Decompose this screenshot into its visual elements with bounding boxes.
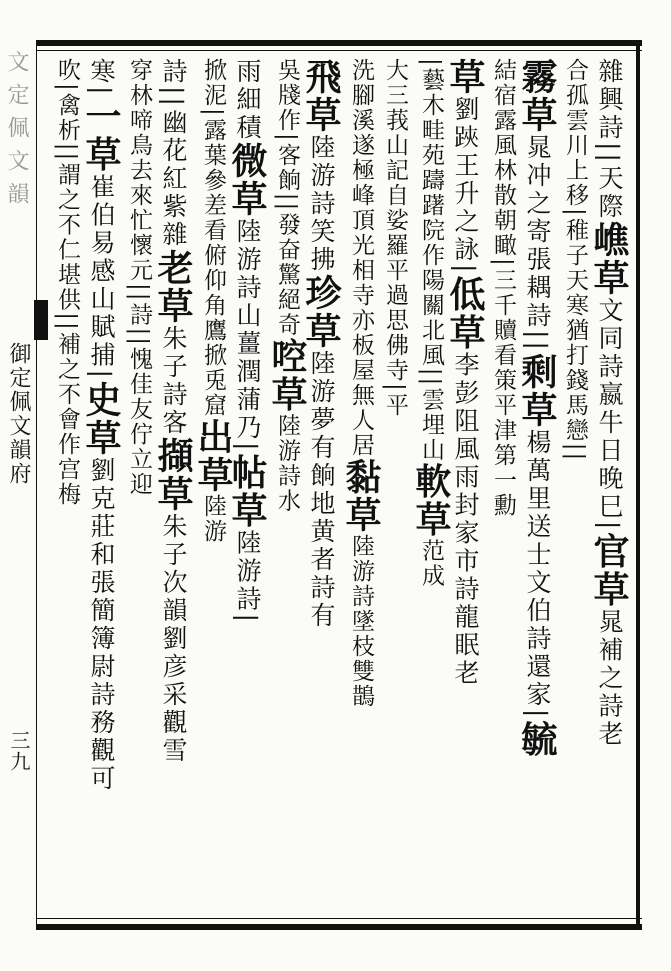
- text-run: 朱子詩客: [159, 324, 188, 437]
- margin-top-text: 文 定 佩 文 韻: [4, 50, 29, 206]
- text-run: |三千贖看策平津第一勳: [490, 258, 516, 518]
- text-run: 角鷹掀兎窟: [200, 292, 226, 418]
- text-run: 陸游詩水: [274, 413, 300, 514]
- margin-block-marker: [34, 300, 48, 340]
- text-run: |稚子天寒猶打錢: [562, 208, 588, 393]
- bottom-border-inner: [36, 918, 642, 919]
- text-run: 掀泥: [200, 58, 226, 108]
- text-column-8: [340, 58, 382, 916]
- heading-word: 軟草: [410, 462, 452, 539]
- text-run: 晁冲之寄張耦詩||: [523, 134, 552, 353]
- text-run: 發奋驚絕奇: [274, 212, 300, 338]
- text-run: 愧佳友佇立迎: [126, 347, 152, 497]
- heading-word: 帖草: [226, 453, 268, 530]
- text-run: 陸游詩|: [233, 529, 262, 625]
- heading-word: 一草: [80, 97, 122, 174]
- right-border: [636, 40, 640, 930]
- heading-word: 黏草: [340, 458, 382, 534]
- text-column-1: [588, 58, 630, 916]
- text-run: |露葉參差看俯仰: [200, 108, 226, 293]
- text-column-6: [410, 58, 452, 916]
- text-column-11: [226, 58, 268, 916]
- text-column-7: [380, 58, 410, 916]
- heading-word: 啌草: [266, 337, 308, 414]
- text-run: 朱子次韻劉彦采觀雪: [159, 512, 188, 765]
- heading-word: 史草: [80, 380, 122, 457]
- text-run: 陸游詩山薑潤蒲乃|: [233, 218, 262, 454]
- text-run: 禽析||謂之不仁: [54, 92, 80, 263]
- text-run: 陸游詩墜枝雙鵲: [348, 534, 374, 709]
- heading-word: 老草: [152, 248, 194, 325]
- text-run: 客餉||: [274, 142, 300, 213]
- heading-word: 飛草: [300, 58, 342, 134]
- text-run: 陸游詩笑拂: [307, 134, 336, 274]
- text-run: 懷元||: [126, 233, 152, 303]
- heading-word: 低草: [444, 275, 486, 352]
- heading-word: 微草: [226, 142, 268, 218]
- heading-word: 出草: [192, 417, 234, 494]
- text-column-14: [124, 58, 154, 916]
- text-column-5: [444, 58, 486, 916]
- text-run: 馬戀||: [562, 392, 588, 463]
- text-run: |藝木畦苑躊躇: [418, 58, 444, 218]
- margin-page-number: 三九: [7, 730, 31, 772]
- text-run: 大三莪山記自娑羅平過思佛寺|平: [382, 58, 408, 418]
- text-column-13: [152, 58, 194, 916]
- text-column-10: [266, 58, 308, 916]
- heading-word: 嶕草: [588, 220, 630, 297]
- left-border: [36, 40, 37, 930]
- heading-word: 剩草: [516, 352, 558, 429]
- text-run: 雲埋山: [418, 387, 444, 463]
- text-run: 劉𨁂王升之詠|: [451, 96, 480, 276]
- heading-word: 官草: [588, 532, 630, 609]
- top-border: [36, 40, 642, 46]
- text-run: 合孤雲川上移: [562, 58, 588, 208]
- text-run: 陸游: [200, 493, 226, 544]
- heading-word: 珍草: [300, 274, 342, 350]
- heading-word: 草: [444, 58, 486, 96]
- margin-book-title: 御定佩文韻府: [6, 342, 31, 486]
- text-run: 崔伯易感山賦捕|: [87, 173, 116, 381]
- heading-word: 擷草: [152, 436, 194, 513]
- text-column-16: [52, 58, 82, 916]
- text-run: 范成: [418, 538, 444, 589]
- text-column-4: [488, 58, 518, 916]
- text-column-12: [192, 58, 234, 916]
- text-run: 院作陽關北風||: [418, 217, 444, 388]
- text-run: 詩||幽花紅紫雜: [159, 58, 188, 249]
- text-run: 晁補之詩老: [595, 608, 624, 749]
- text-column-3: [516, 58, 558, 916]
- text-run: 吳牋作|: [274, 58, 300, 143]
- text-column-15: [80, 58, 122, 916]
- text-run: 陸游夢有餉地黄者詩有: [307, 350, 336, 630]
- heading-word: 毓: [516, 720, 558, 759]
- bottom-border: [36, 924, 642, 930]
- text-run: 洗腳溪遂極峰頂光相寺亦板屋無人居: [348, 58, 374, 458]
- text-run: 雜興詩||天際: [595, 58, 624, 221]
- text-run: 楊萬里送士文伯詩還家|: [523, 428, 552, 721]
- text-run: 文同詩嬴牛日晚巳|: [595, 296, 624, 533]
- text-run: 劉克莊和張簡簿尉詩務觀可: [87, 456, 116, 793]
- text-column-9: [300, 58, 342, 916]
- text-run: 詩||: [126, 302, 152, 347]
- text-column-2: [560, 58, 590, 916]
- text-run: 堪供||補之不會作宫梅: [54, 262, 80, 507]
- text-run: 李彭阻風雨封家市詩龍眠老: [451, 351, 480, 688]
- top-border-inner: [36, 50, 642, 51]
- heading-word: 霧草: [516, 58, 558, 134]
- text-run: 雨細積: [233, 58, 262, 142]
- text-run: 結宿露風林散朝瞰: [490, 58, 516, 258]
- text-run: 吹|: [54, 58, 80, 93]
- text-run: 穿林啼鳥去來忙: [126, 58, 152, 233]
- text-run: 寒|: [87, 58, 116, 98]
